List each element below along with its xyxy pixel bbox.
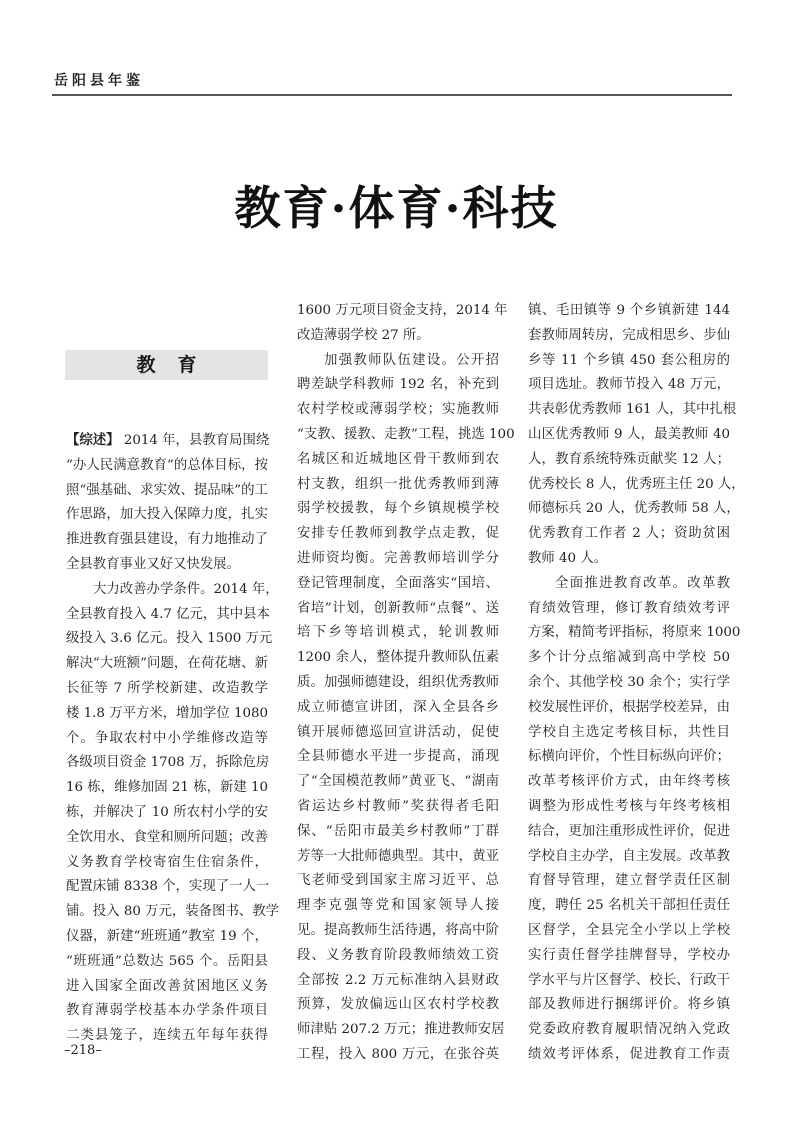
text-line (528, 473, 745, 498)
chapter-title: 教育·体育·科技 (234, 181, 559, 235)
line-text: 长征等 7 所学校新建、改造教学 (66, 680, 268, 696)
line-text: 标横向评价，个性目标纵向评价； (528, 749, 730, 765)
line-text: 解决“大班额”问题，在荷花塘、新 (66, 656, 268, 672)
line-text: 栋，并解决了 10 所农村小学的安 (66, 804, 268, 820)
line-text: 进师资均衡。完善教师培训学分 (297, 550, 499, 566)
text-line (297, 473, 499, 498)
line-text: 大力改善办学条件。2014 年， (93, 581, 279, 597)
line-text: 育督导管理，建立督学责任区制 (528, 873, 730, 889)
text-line (66, 652, 268, 677)
line-text: 进入国家全面改善贫困地区义务 (66, 978, 268, 994)
line-text: 余个、其他学校 30 余个；实行学 (528, 674, 730, 690)
line-text: 全面推进教育改革。改革教 (555, 575, 730, 591)
line-text: 了“全国模范教师”黄亚飞、“湖南 (297, 774, 499, 790)
line-text: 全饮用水、食堂和厕所问题；改善 (66, 829, 268, 845)
line-text: 省培”计划，创新教师“点餐”、送 (297, 600, 499, 616)
line-text: 优秀校长 8 人，优秀班主任 20 人， (528, 476, 745, 492)
text-line (297, 845, 499, 870)
line-text: 调整为形成性考核与年终考核相 (528, 798, 730, 814)
text-column-2 (297, 299, 515, 1068)
text-line (66, 479, 268, 504)
line-text: 1200 余人，整体提升教师队伍素 (297, 650, 499, 666)
text-line (528, 770, 730, 795)
line-text: 保、“岳阳市最美乡村教师”丁群 (297, 823, 499, 839)
text-line (66, 677, 268, 702)
text-line (528, 845, 730, 870)
text-line (297, 820, 499, 845)
text-line (66, 950, 268, 975)
line-text: 全县教育投入 4.7 亿元，其中县本 (66, 606, 270, 622)
line-text: 省运达乡村教师”奖获得者毛阳 (297, 798, 499, 814)
line-text: 师津贴 207.2 万元；推进教师安居 (297, 1022, 505, 1038)
line-text: 个。争取农村中小学维修改造等 (66, 730, 268, 746)
line-text: 名城区和近城地区骨干教师到农 (297, 451, 499, 467)
text-line (528, 721, 730, 746)
text-line (528, 497, 740, 522)
line-text: 配置床铺 8338 个，实现了一人一 (66, 879, 270, 895)
text-line (297, 770, 499, 795)
text-line (66, 503, 268, 528)
line-text: 镇开展师德巡回宣讲活动，促使 (297, 724, 499, 740)
line-text: 加强教师队伍建设。公开招 (324, 352, 499, 368)
line-text: 实行责任督学挂牌督导，学校办 (528, 947, 730, 963)
text-line (66, 702, 268, 727)
text-line (297, 398, 499, 423)
line-text: 推进教育强县建设，有力地推动了 (66, 532, 268, 548)
summary-lead: 【综述】 (66, 433, 120, 448)
line-text: 预算，发放偏远山区农村学校教 (297, 997, 499, 1013)
line-text: 登记管理制度，全面落实“国培、 (297, 575, 499, 591)
line-text: 仪器，新建“班班通”教室 19 个， (66, 928, 268, 944)
text-line (297, 324, 499, 349)
text-line (297, 869, 499, 894)
line-text: 农村学校或薄弱学校；实施教师 (297, 402, 499, 418)
text-line (297, 993, 499, 1018)
line-text: 成立师德宣讲团，深入全县各乡 (297, 699, 499, 715)
text-line (297, 522, 499, 547)
text-line (297, 448, 499, 473)
line-text: 聘差缺学科教师 192 名，补充到 (297, 377, 499, 393)
text-line (528, 894, 730, 919)
text-line (528, 398, 737, 423)
line-text: 全部按 2.2 万元标准纳入县财政 (297, 972, 499, 988)
text-line (66, 999, 268, 1024)
text-line (528, 349, 730, 374)
text-line (528, 993, 730, 1018)
line-text: 人，教育系统特殊贡献奖 12 人； (528, 451, 730, 467)
page-number: –218– (64, 1043, 102, 1058)
text-line (297, 969, 499, 994)
line-text: 芳等一大批师德典型。其中，黄亚 (297, 848, 499, 864)
text-line (297, 1018, 505, 1043)
text-line (297, 944, 499, 969)
line-text: 培下乡等培训模式，轮训教师 (297, 625, 499, 641)
text-line (297, 671, 499, 696)
text-line (66, 851, 268, 876)
line-text: 段、义务教育阶段教师绩效工资 (297, 947, 499, 963)
line-text: 学校自主办学，自主发展。改革教 (528, 848, 730, 864)
line-text: 镇、毛田镇等 9 个乡镇新建 144 (528, 303, 730, 318)
line-text: 工程，投入 800 万元，在张谷英 (297, 1046, 499, 1062)
line-text: 乡等 11 个乡镇 450 套公租房的 (528, 352, 730, 368)
line-text: 照“强基础、求实效、提品味”的工 (66, 482, 268, 498)
text-line (297, 646, 499, 671)
text-line (528, 299, 730, 324)
text-line (528, 1018, 730, 1043)
text-line (528, 795, 730, 820)
text-line (528, 448, 730, 473)
text-line (66, 801, 268, 826)
text-line (528, 671, 730, 696)
text-line (528, 423, 730, 448)
line-text: 二类县笼子，连续五年每年获得 (66, 1028, 268, 1044)
text-line (66, 875, 268, 900)
text-line (297, 721, 499, 746)
text-line (297, 373, 499, 398)
text-line (66, 454, 268, 479)
line-text: “班班通”总数达 565 个。岳阳县 (66, 953, 268, 969)
text-line (528, 919, 730, 944)
text-line (528, 944, 730, 969)
text-line (528, 820, 730, 845)
line-text: 学水平与片区督学、校长、行政干 (528, 972, 730, 988)
line-text: 教师 40 人。 (528, 550, 608, 566)
text-line (297, 795, 499, 820)
text-line (297, 894, 499, 919)
text-line (528, 869, 730, 894)
line-text: 校发展性评价，根据学校差异，由 (528, 699, 730, 715)
line-text: “办人民满意教育”的总体目标，按 (66, 457, 268, 473)
text-line (528, 1043, 730, 1068)
line-text: 套教师周转房，完成相思乡、步仙 (528, 327, 730, 343)
line-text: 部及教师进行捆绑评价。将乡镇 (528, 997, 730, 1013)
text-line (528, 621, 741, 646)
text-column-1 (66, 429, 280, 1049)
text-line (297, 299, 508, 324)
line-text: 教育薄弱学校基本办学条件项目 (66, 1003, 268, 1019)
text-line (66, 751, 268, 776)
line-text: 质。加强师德建设，组织优秀教师 (297, 674, 499, 690)
line-text: 理李克强等党和国家领导人接 (297, 898, 499, 914)
line-text: “支教、援教、走教”工程，挑选 100 (297, 426, 515, 442)
text-line (297, 745, 499, 770)
text-line (66, 925, 268, 950)
text-line (66, 429, 268, 454)
line-text: 见。提高教师生活待遇，将高中阶 (297, 922, 499, 938)
line-text: 安排专任教师到教学点走教，促 (297, 526, 499, 542)
line-text: 飞老师受到国家主席习近平、总 (297, 873, 499, 889)
line-text: 作思路，加大投入保障力度，扎实 (66, 507, 268, 523)
text-line (528, 646, 730, 671)
text-line (528, 324, 730, 349)
text-line (297, 349, 499, 374)
line-text: 铺。投入 80 万元，装备图书、教学 (66, 904, 280, 920)
text-line (297, 572, 499, 597)
line-text: 山区优秀教师 9 人，最美教师 40 (528, 426, 730, 442)
text-line (528, 373, 730, 398)
running-head: 岳阳县年鉴 (54, 73, 144, 89)
text-line (66, 553, 268, 578)
line-text: 项目选址。教师节投入 48 万元， (528, 377, 730, 393)
line-text: 各级项目资金 1708 万，拆除危房 (66, 755, 270, 771)
line-text: 绩效考评体系，促进教育工作责 (528, 1046, 730, 1062)
text-line (297, 696, 499, 721)
text-line (297, 621, 499, 646)
text-line (528, 696, 730, 721)
text-line (66, 900, 280, 925)
text-line (66, 627, 273, 652)
line-text: 结合，更加注重形成性评价，促进 (528, 823, 730, 839)
text-line (297, 497, 499, 522)
text-line (66, 727, 268, 752)
line-text: 师德标兵 20 人，优秀教师 58 人， (528, 501, 740, 517)
text-line (297, 547, 499, 572)
text-line (66, 776, 268, 801)
text-line (66, 528, 268, 553)
line-text: 改革考核评价方式，由年终考核 (528, 774, 730, 790)
line-text: 多个计分点缩减到高中学校 50 (528, 650, 730, 666)
line-text: 党委政府教育履职情况纳入党政 (528, 1022, 730, 1038)
line-text: 育绩效管理，修订教育绩效考评 (528, 600, 730, 616)
line-text: 全县教育事业又好又快发展。 (66, 556, 241, 572)
line-text: 度，聘任 25 名机关干部担任责任 (528, 898, 730, 914)
text-line (297, 597, 499, 622)
line-text: 2014 年，县教育局围绕 (119, 433, 270, 448)
text-line (528, 969, 730, 994)
text-column-3 (528, 299, 745, 1068)
line-text: 优秀教育工作者 2 人；资助贫困 (528, 526, 730, 542)
line-text: 1600 万元项目资金支持，2014 年 (297, 303, 508, 318)
text-line (297, 1043, 499, 1068)
section-heading: 教育 (65, 350, 268, 380)
text-line (528, 745, 730, 770)
text-line (528, 597, 730, 622)
line-text: 16 栋，维修加固 21 栋，新建 10 (66, 780, 269, 796)
line-text: 改造薄弱学校 27 所。 (297, 327, 430, 343)
text-line (66, 578, 279, 603)
text-line (528, 522, 730, 547)
line-text: 学校自主选定考核目标，共性目 (528, 724, 730, 740)
text-line (66, 603, 268, 628)
line-text: 共表彰优秀教师 161 人，其中扎根 (528, 402, 737, 418)
text-line (66, 975, 268, 1000)
text-line (297, 919, 499, 944)
line-text: 村支教，组织一批优秀教师到薄 (297, 476, 499, 492)
text-line (297, 423, 515, 448)
line-text: 义务教育学校寄宿生住宿条件， (66, 854, 268, 870)
line-text: 全县师德水平进一步提高，涌现 (297, 749, 499, 765)
line-text: 楼 1.8 万平方米，增加学位 1080 (66, 705, 269, 721)
header-rule (52, 94, 732, 96)
text-line (528, 547, 730, 572)
line-text: 级投入 3.6 亿元。投入 1500 万元 (66, 631, 273, 647)
text-line (66, 826, 268, 851)
text-line (528, 572, 730, 597)
line-text: 区督学，全县完全小学以上学校 (528, 922, 730, 938)
line-text: 弱学校援教，每个乡镇规模学校 (297, 501, 499, 517)
line-text: 方案，精简考评指标，将原来 1000 (528, 625, 741, 641)
